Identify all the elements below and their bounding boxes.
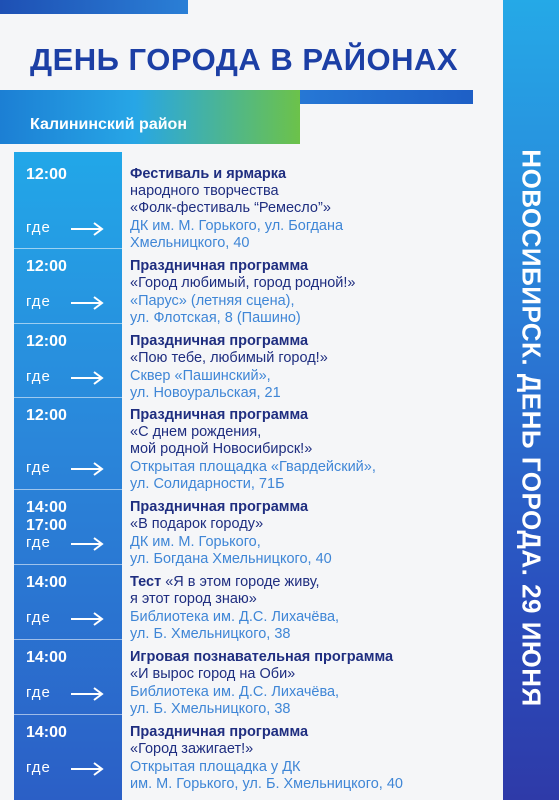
event-title [130,499,500,533]
event-title-line: «Город зажигает!» [130,741,254,757]
event-title [130,574,500,608]
side-caption [503,0,559,800]
event-location [130,218,500,252]
event-location [130,534,500,568]
event-time: 14:00 [26,574,67,591]
event-location-line: ул. Новоуральская, 21 [130,385,281,401]
arrow-right-icon [70,537,104,551]
schedule-separator [14,489,122,490]
arrow-right-icon [70,296,104,310]
event-title-line: «Город любимый, город родной!» [130,275,356,291]
event-title-bold: Праздничная программа [130,333,309,349]
where-label: где [26,368,51,385]
event-location-line: Сквер «Пашинский», [130,368,271,384]
event-location-line: им. М. Горького, ул. Б. Хмельницкого, 40 [130,776,403,792]
schedule-time-column [14,152,122,800]
event-title [130,166,500,217]
event-location [130,759,500,793]
arrow-right-icon [70,222,104,236]
arrow-right-icon [70,612,104,626]
schedule-separator [14,323,122,324]
event-title [130,649,500,683]
event-time: 12:00 [26,258,67,275]
event-location [130,459,500,493]
event-time-secondary: 17:00 [26,517,67,534]
event-title-bold: Тест [130,574,162,590]
arrow-right-icon [70,462,104,476]
event-location-line: Открытая площадка «Гвардейский», [130,459,376,475]
schedule-separator [14,397,122,398]
event-title [130,333,500,367]
event-title [130,407,500,458]
event-location-line: «Парус» (летняя сцена), [130,293,295,309]
event-location [130,684,500,718]
event-location-line: ДК им. М. Горького, ул. Богдана [130,218,344,234]
arrow-right-icon [70,687,104,701]
event-location [130,609,500,643]
event-location-line: ул. Б. Хмельницкого, 38 [130,701,291,717]
where-label: где [26,609,51,626]
event-title-bold: Праздничная программа [130,499,309,515]
event-location-line: Библиотека им. Д.С. Лихачёва, [130,609,340,625]
event-title-bold: Игровая познавательная программа [130,649,394,665]
event-location-line: Открытая площадка у ДК [130,759,301,775]
schedule-separator [14,639,122,640]
event-location-line: ДК им. М. Горького, [130,534,261,550]
event-title-line: народного творчества [130,183,279,199]
schedule-separator [14,714,122,715]
event-title-line: «Фолк-фестиваль “Ремесло”» [130,200,331,216]
event-title-rest: «Я в этом городе живу, [161,574,320,590]
event-location-line: ул. Богдана Хмельницкого, 40 [130,551,332,567]
event-title [130,724,500,758]
where-label: где [26,684,51,701]
page-title: ДЕНЬ ГОРОДА В РАЙОНАХ [30,42,459,77]
event-title-line: я этот город знаю» [130,591,257,607]
event-location [130,293,500,327]
event-location-line: ул. Б. Хмельницкого, 38 [130,626,291,642]
event-title-line: «С днем рождения, [130,424,262,440]
event-title-line: мой родной Новосибирск!» [130,441,313,457]
side-caption-text: НОВОСИБИРСК. ДЕНЬ ГОРОДА. 29 ИЮНЯ [516,149,547,707]
where-label: где [26,293,51,310]
event-title-bold: Фестиваль и ярмарка [130,166,287,182]
event-location-line: Хмельницкого, 40 [130,235,250,251]
event-location [130,368,500,402]
event-title-line: «Пою тебе, любимый город!» [130,350,328,366]
event-title-bold: Праздничная программа [130,407,309,423]
schedule-separator [14,564,122,565]
event-title-bold: Праздничная программа [130,258,309,274]
where-label: где [26,534,51,551]
event-time: 12:00 [26,333,67,350]
district-name: Калининский район [30,116,187,133]
where-label: где [26,759,51,776]
event-time: 12:00 [26,166,67,183]
where-label: где [26,459,51,476]
where-label: где [26,219,51,236]
top-decor-bar [0,0,188,14]
arrow-right-icon [70,371,104,385]
arrow-right-icon [70,762,104,776]
event-time: 12:00 [26,407,67,424]
event-time: 14:00 [26,649,67,666]
event-time: 14:00 [26,724,67,741]
event-title [130,258,500,292]
schedule-separator [14,248,122,249]
event-location-line: Библиотека им. Д.С. Лихачёва, [130,684,340,700]
event-location-line: ул. Солидарности, 71Б [130,476,285,492]
event-title-line: «И вырос город на Оби» [130,666,296,682]
event-title-bold: Праздничная программа [130,724,309,740]
event-location-line: ул. Флотская, 8 (Пашино) [130,310,301,326]
event-title-line: «В подарок городу» [130,516,264,532]
event-time: 14:00 [26,499,67,516]
